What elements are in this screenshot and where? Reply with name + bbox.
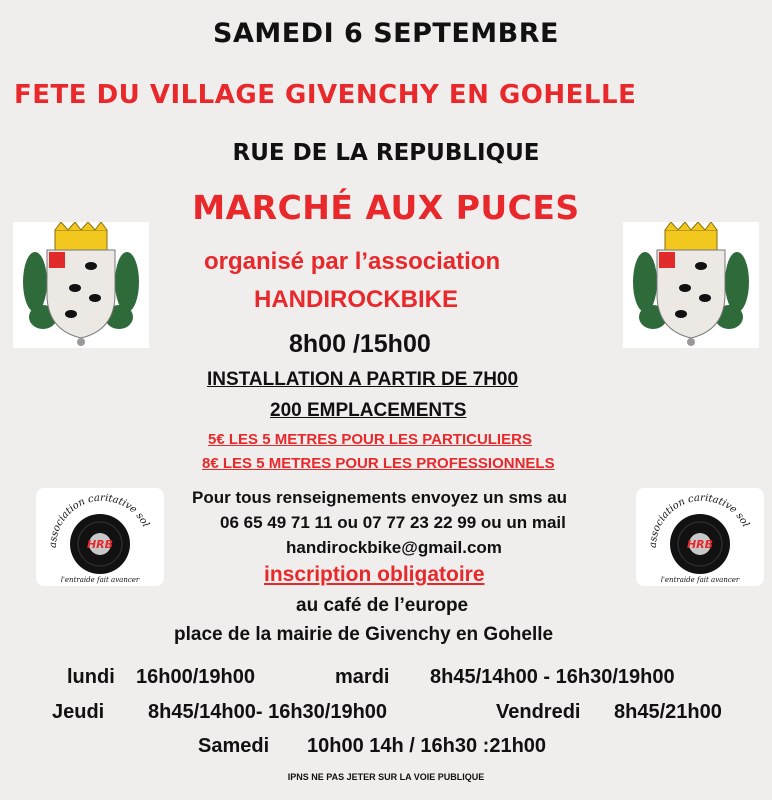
schedule-day-mardi: mardi xyxy=(335,666,390,688)
hrb-logo-left xyxy=(36,488,164,586)
schedule-day-samedi: Samedi xyxy=(198,735,270,757)
svg-text:association caritative solidai: association caritative sol xyxy=(47,492,152,549)
event-date: SAMEDI 6 SEPTEMBRE xyxy=(213,18,559,49)
schedule-time-vendredi: 8h45/21h00 xyxy=(614,701,722,723)
schedule-day-lundi: lundi xyxy=(67,666,115,688)
event-title: FETE DU VILLAGE GIVENCHY EN GOHELLE xyxy=(14,80,637,110)
contact-phones: 06 65 49 71 11 ou 07 77 23 22 99 ou un mail xyxy=(220,513,566,532)
schedule-time-jeudi: 8h45/14h00- 16h30/19h00 xyxy=(148,701,388,723)
schedule-time-mardi: 8h45/14h00 - 16h30/19h00 xyxy=(430,666,675,688)
svg-text:l'entraide fait avancer: l'entraide fait avancer xyxy=(60,576,140,584)
spots-count: 200 EMPLACEMENTS xyxy=(270,400,467,421)
svg-text:HRB: HRB xyxy=(686,538,714,551)
svg-text:l'entraide fait avancer: l'entraide fait avancer xyxy=(660,576,740,584)
registration-title: inscription obligatoire xyxy=(264,563,485,586)
price-private: 5€ LES 5 METRES POUR LES PARTICULIERS xyxy=(208,431,532,448)
schedule-day-vendredi: Vendredi xyxy=(496,701,581,723)
registration-venue: au café de l’europe xyxy=(296,595,469,616)
coat-of-arms-left xyxy=(13,222,149,348)
price-pro: 8€ LES 5 METRES POUR LES PROFESSIONNELS xyxy=(202,455,555,472)
installation-time: INSTALLATION A PARTIR DE 7H00 xyxy=(207,369,519,390)
street-name: RUE DE LA REPUBLIQUE xyxy=(232,140,540,166)
contact-intro: Pour tous renseignements envoyez un sms au xyxy=(192,488,568,507)
contact-email: handirockbike@gmail.com xyxy=(286,538,502,557)
hrb-logo-right xyxy=(636,488,764,586)
market-title: MARCHÉ AUX PUCES xyxy=(192,188,580,227)
organizer-line: organisé par l’association xyxy=(204,248,501,275)
svg-text:association caritative solidai: association caritative sol xyxy=(647,492,752,549)
footer-notice: IPNS NE PAS JETER SUR LA VOIE PUBLIQUE xyxy=(287,772,485,782)
schedule-time-lundi: 16h00/19h00 xyxy=(136,666,255,688)
schedule-day-jeudi: Jeudi xyxy=(52,701,105,723)
registration-address: place de la mairie de Givenchy en Gohelle xyxy=(174,624,554,645)
svg-text:HRB: HRB xyxy=(86,538,114,551)
coat-of-arms-right xyxy=(623,222,759,348)
organizer-name: HANDIROCKBIKE xyxy=(254,286,458,313)
schedule-time-samedi: 10h00 14h / 16h30 :21h00 xyxy=(307,735,547,757)
market-hours: 8h00 /15h00 xyxy=(289,330,431,358)
